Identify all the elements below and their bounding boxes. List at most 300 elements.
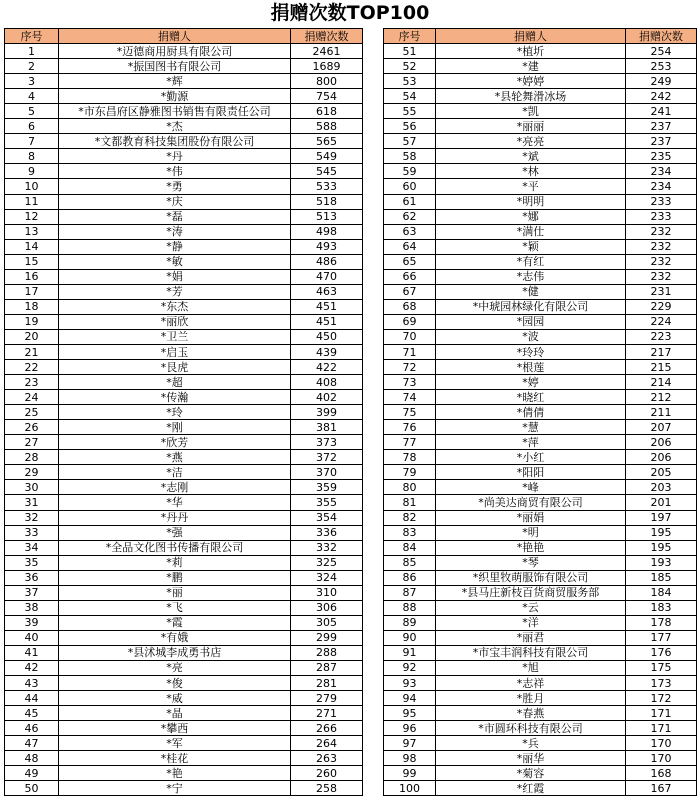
table-row: [384, 570, 697, 585]
row-donation-count: 288: [291, 645, 363, 660]
row-donation-count: 800: [291, 74, 363, 89]
row-donor-name: *启玉: [59, 344, 291, 359]
row-index: 30: [5, 480, 59, 495]
row-donor-name: *勇: [59, 179, 291, 194]
row-donation-count: 450: [291, 329, 363, 344]
row-index: 41: [5, 645, 59, 660]
row-index: 98: [384, 751, 436, 766]
row-index: 29: [5, 465, 59, 480]
row-donation-count: 402: [291, 390, 363, 405]
row-donation-count: 229: [626, 299, 697, 314]
row-donation-count: 306: [291, 600, 363, 615]
row-donation-count: 217: [626, 344, 697, 359]
row-donor-name: *根莲: [436, 360, 626, 375]
row-index: 16: [5, 269, 59, 284]
row-donor-name: *小红: [436, 450, 626, 465]
row-index: 45: [5, 706, 59, 721]
row-donor-name: *春燕: [436, 706, 626, 721]
table-row: [384, 721, 697, 736]
table-row: [5, 405, 363, 420]
table-row: [384, 465, 697, 480]
table-row: [5, 645, 363, 660]
row-donation-count: 299: [291, 630, 363, 645]
row-donor-name: *俊: [59, 676, 291, 691]
row-donation-count: 232: [626, 239, 697, 254]
table-row: [384, 314, 697, 329]
table-row: [384, 510, 697, 525]
table-row: [384, 480, 697, 495]
row-index: 32: [5, 510, 59, 525]
row-index: 64: [384, 239, 436, 254]
row-donation-count: 249: [626, 74, 697, 89]
table-row: [5, 344, 363, 359]
table-row: [384, 450, 697, 465]
table-row: [384, 706, 697, 721]
row-donor-name: *桂花: [59, 751, 291, 766]
row-donation-count: 2461: [291, 44, 363, 59]
table-row: [5, 781, 363, 796]
row-donor-name: *县轮舞滑冰场: [436, 89, 626, 104]
row-donation-count: 565: [291, 134, 363, 149]
row-index: 68: [384, 299, 436, 314]
row-index: 7: [5, 134, 59, 149]
row-index: 94: [384, 691, 436, 706]
table-row: [5, 299, 363, 314]
row-donation-count: 203: [626, 480, 697, 495]
table-row: [5, 751, 363, 766]
row-index: 81: [384, 495, 436, 510]
row-donor-name: *军: [59, 736, 291, 751]
table-row: [384, 420, 697, 435]
table-row: [5, 630, 363, 645]
row-donor-name: *明明: [436, 194, 626, 209]
row-index: 49: [5, 766, 59, 781]
table-row: [384, 615, 697, 630]
row-donation-count: 518: [291, 194, 363, 209]
row-donor-name: *市圆环科技有限公司: [436, 721, 626, 736]
table-row: [5, 375, 363, 390]
header-index: 序号: [5, 29, 59, 44]
row-index: 42: [5, 660, 59, 675]
row-donation-count: 354: [291, 510, 363, 525]
row-donation-count: 201: [626, 495, 697, 510]
row-index: 53: [384, 74, 436, 89]
row-index: 58: [384, 149, 436, 164]
row-donation-count: 279: [291, 691, 363, 706]
row-donation-count: 176: [626, 645, 697, 660]
row-donation-count: 470: [291, 269, 363, 284]
row-donor-name: *斌: [436, 149, 626, 164]
table-row: [5, 89, 363, 104]
row-donor-name: *东杰: [59, 299, 291, 314]
row-index: 93: [384, 676, 436, 691]
row-index: 20: [5, 329, 59, 344]
row-donor-name: *洁: [59, 465, 291, 480]
row-donation-count: 185: [626, 570, 697, 585]
row-index: 50: [5, 781, 59, 796]
row-donation-count: 324: [291, 570, 363, 585]
row-index: 85: [384, 555, 436, 570]
row-index: 12: [5, 209, 59, 224]
row-donation-count: 233: [626, 194, 697, 209]
row-donor-name: *丽娟: [436, 510, 626, 525]
row-donation-count: 618: [291, 104, 363, 119]
table-row: [384, 766, 697, 781]
row-donor-name: *威: [59, 691, 291, 706]
row-index: 39: [5, 615, 59, 630]
table-row: [384, 269, 697, 284]
row-donor-name: *静: [59, 239, 291, 254]
row-donor-name: *丽君: [436, 630, 626, 645]
row-index: 66: [384, 269, 436, 284]
row-index: 43: [5, 676, 59, 691]
row-index: 15: [5, 254, 59, 269]
row-index: 33: [5, 525, 59, 540]
row-index: 90: [384, 630, 436, 645]
table-row: [5, 585, 363, 600]
row-donor-name: *志刚: [59, 480, 291, 495]
table-row: [384, 751, 697, 766]
row-index: 13: [5, 224, 59, 239]
table-row: [384, 405, 697, 420]
row-donation-count: 207: [626, 420, 697, 435]
row-donation-count: 168: [626, 766, 697, 781]
row-index: 31: [5, 495, 59, 510]
table-row: [5, 495, 363, 510]
row-donation-count: 193: [626, 555, 697, 570]
row-index: 21: [5, 344, 59, 359]
row-donation-count: 271: [291, 706, 363, 721]
row-index: 59: [384, 164, 436, 179]
row-donor-name: *强: [59, 525, 291, 540]
table-row: [5, 525, 363, 540]
table-row: [384, 660, 697, 675]
table-row: [384, 525, 697, 540]
row-index: 5: [5, 104, 59, 119]
row-index: 47: [5, 736, 59, 751]
table-row: [5, 721, 363, 736]
row-index: 70: [384, 329, 436, 344]
row-donor-name: *娟: [59, 269, 291, 284]
row-index: 44: [5, 691, 59, 706]
row-donation-count: 258: [291, 781, 363, 796]
table-row: [5, 209, 363, 224]
row-donation-count: 205: [626, 465, 697, 480]
table-row: [384, 691, 697, 706]
row-donor-name: *明: [436, 525, 626, 540]
table-row: [5, 660, 363, 675]
table-row: [5, 59, 363, 74]
row-index: 14: [5, 239, 59, 254]
row-donation-count: 588: [291, 119, 363, 134]
row-donor-name: *霞: [59, 615, 291, 630]
table-row: [5, 284, 363, 299]
row-donor-name: *市宝丰润科技有限公司: [436, 645, 626, 660]
table-row: [5, 706, 363, 721]
header-count: 捐赠次数: [291, 29, 363, 44]
row-index: 11: [5, 194, 59, 209]
table-row: [384, 645, 697, 660]
row-donor-name: *卫兰: [59, 329, 291, 344]
table-row: [384, 360, 697, 375]
row-index: 84: [384, 540, 436, 555]
row-donor-name: *凯: [436, 104, 626, 119]
row-donor-name: *建: [436, 59, 626, 74]
row-index: 27: [5, 435, 59, 450]
table-row: [5, 74, 363, 89]
row-donor-name: *健: [436, 284, 626, 299]
row-donor-name: *婷婷: [436, 74, 626, 89]
row-donor-name: *传瀚: [59, 390, 291, 405]
table-row: [384, 630, 697, 645]
row-index: 78: [384, 450, 436, 465]
row-donor-name: *庆: [59, 194, 291, 209]
row-index: 25: [5, 405, 59, 420]
row-donor-name: *兵: [436, 736, 626, 751]
row-index: 46: [5, 721, 59, 736]
row-index: 69: [384, 314, 436, 329]
row-index: 65: [384, 254, 436, 269]
table-row: [5, 329, 363, 344]
row-index: 26: [5, 420, 59, 435]
table-row: [5, 450, 363, 465]
row-donation-count: 170: [626, 736, 697, 751]
table-row: [5, 766, 363, 781]
row-donation-count: 287: [291, 660, 363, 675]
row-index: 38: [5, 600, 59, 615]
row-donation-count: 232: [626, 269, 697, 284]
row-donor-name: *亮: [59, 660, 291, 675]
row-index: 1: [5, 44, 59, 59]
row-donation-count: 373: [291, 435, 363, 450]
ranking-table-right: [383, 28, 697, 796]
row-donation-count: 372: [291, 450, 363, 465]
row-donation-count: 264: [291, 736, 363, 751]
row-donation-count: 206: [626, 450, 697, 465]
table-row: [384, 299, 697, 314]
row-donation-count: 233: [626, 209, 697, 224]
row-donor-name: *织里牧萌服饰有限公司: [436, 570, 626, 585]
table-row: [384, 149, 697, 164]
row-donation-count: 325: [291, 555, 363, 570]
row-donation-count: 399: [291, 405, 363, 420]
table-row: [384, 329, 697, 344]
table-row: [384, 74, 697, 89]
row-donor-name: *玲玲: [436, 344, 626, 359]
table-row: [384, 164, 697, 179]
row-index: 9: [5, 164, 59, 179]
table-row: [384, 435, 697, 450]
row-donation-count: 175: [626, 660, 697, 675]
row-donation-count: 263: [291, 751, 363, 766]
row-index: 18: [5, 299, 59, 314]
row-index: 96: [384, 721, 436, 736]
row-index: 19: [5, 314, 59, 329]
row-donor-name: *攀西: [59, 721, 291, 736]
ranking-table-left: [4, 28, 363, 796]
row-donor-name: *洋: [436, 615, 626, 630]
row-donor-name: *芳: [59, 284, 291, 299]
table-row: [384, 540, 697, 555]
row-donation-count: 237: [626, 119, 697, 134]
row-donor-name: *莉: [59, 555, 291, 570]
row-donor-name: *志祥: [436, 676, 626, 691]
row-donor-name: *阳阳: [436, 465, 626, 480]
row-donation-count: 439: [291, 344, 363, 359]
row-donor-name: *平: [436, 179, 626, 194]
row-index: 95: [384, 706, 436, 721]
table-row: [5, 420, 363, 435]
row-donor-name: *丹丹: [59, 510, 291, 525]
row-index: 52: [384, 59, 436, 74]
table-row: [5, 570, 363, 585]
table-row: [5, 435, 363, 450]
row-donation-count: 234: [626, 164, 697, 179]
row-donor-name: *晶: [59, 706, 291, 721]
row-donor-name: *林: [436, 164, 626, 179]
table-row: [5, 480, 363, 495]
row-donation-count: 332: [291, 540, 363, 555]
row-donor-name: *云: [436, 600, 626, 615]
table-row: [384, 284, 697, 299]
row-donation-count: 336: [291, 525, 363, 540]
row-donor-name: *艳艳: [436, 540, 626, 555]
row-index: 83: [384, 525, 436, 540]
row-index: 62: [384, 209, 436, 224]
row-donor-name: *县沭城李成勇书店: [59, 645, 291, 660]
table-row: [384, 89, 697, 104]
row-donation-count: 549: [291, 149, 363, 164]
row-index: 79: [384, 465, 436, 480]
header-count: 捐赠次数: [626, 29, 697, 44]
row-index: 6: [5, 119, 59, 134]
row-donor-name: *婷: [436, 375, 626, 390]
row-donation-count: 408: [291, 375, 363, 390]
row-donor-name: *满仕: [436, 224, 626, 239]
row-index: 36: [5, 570, 59, 585]
table-row: [384, 224, 697, 239]
table-row: [384, 676, 697, 691]
row-index: 56: [384, 119, 436, 134]
row-donation-count: 486: [291, 254, 363, 269]
row-donor-name: *丽丽: [436, 119, 626, 134]
row-donation-count: 260: [291, 766, 363, 781]
row-index: 3: [5, 74, 59, 89]
row-donation-count: 237: [626, 134, 697, 149]
row-donation-count: 545: [291, 164, 363, 179]
table-row: [5, 239, 363, 254]
row-index: 67: [384, 284, 436, 299]
row-donation-count: 254: [626, 44, 697, 59]
table-row: [5, 254, 363, 269]
row-index: 37: [5, 585, 59, 600]
row-index: 75: [384, 405, 436, 420]
row-donor-name: *胜月: [436, 691, 626, 706]
row-donation-count: 451: [291, 299, 363, 314]
row-donation-count: 281: [291, 676, 363, 691]
row-index: 77: [384, 435, 436, 450]
row-index: 86: [384, 570, 436, 585]
table-row: [384, 254, 697, 269]
row-donation-count: 215: [626, 360, 697, 375]
row-donation-count: 370: [291, 465, 363, 480]
table-row: [384, 781, 697, 796]
row-index: 72: [384, 360, 436, 375]
row-index: 28: [5, 450, 59, 465]
row-donation-count: 197: [626, 510, 697, 525]
row-donor-name: *亮亮: [436, 134, 626, 149]
row-donation-count: 223: [626, 329, 697, 344]
table-row: [384, 119, 697, 134]
row-donation-count: 310: [291, 585, 363, 600]
row-donation-count: 178: [626, 615, 697, 630]
table-row: [5, 510, 363, 525]
row-donation-count: 422: [291, 360, 363, 375]
table-row: [384, 194, 697, 209]
row-donor-name: *艳: [59, 766, 291, 781]
row-donor-name: *刚: [59, 420, 291, 435]
row-donation-count: 754: [291, 89, 363, 104]
row-index: 22: [5, 360, 59, 375]
row-index: 8: [5, 149, 59, 164]
row-donor-name: *旭: [436, 660, 626, 675]
table-row: [5, 465, 363, 480]
row-donor-name: *文都教育科技集团股份有限公司: [59, 134, 291, 149]
table-row: [5, 134, 363, 149]
row-donor-name: *晓红: [436, 390, 626, 405]
row-index: 80: [384, 480, 436, 495]
row-index: 57: [384, 134, 436, 149]
row-donor-name: *宁: [59, 781, 291, 796]
row-donation-count: 177: [626, 630, 697, 645]
row-donation-count: 242: [626, 89, 697, 104]
row-donor-name: *萍: [436, 435, 626, 450]
row-donor-name: *县马庄新枝百货商贸服务部: [436, 585, 626, 600]
table-row: [5, 615, 363, 630]
table-row: [384, 375, 697, 390]
table-header-row: [5, 29, 363, 44]
table-row: [384, 44, 697, 59]
row-donor-name: *超: [59, 375, 291, 390]
row-donor-name: *植圻: [436, 44, 626, 59]
row-donor-name: *磊: [59, 209, 291, 224]
row-donation-count: 232: [626, 254, 697, 269]
table-row: [384, 390, 697, 405]
row-index: 10: [5, 179, 59, 194]
table-row: [384, 239, 697, 254]
row-index: 63: [384, 224, 436, 239]
row-donor-name: *有娥: [59, 630, 291, 645]
row-donor-name: *丽: [59, 585, 291, 600]
row-index: 48: [5, 751, 59, 766]
header-donor: 捐赠人: [59, 29, 291, 44]
row-index: 89: [384, 615, 436, 630]
row-donation-count: 253: [626, 59, 697, 74]
row-donor-name: *尚美达商贸有限公司: [436, 495, 626, 510]
row-donor-name: *琴: [436, 555, 626, 570]
row-index: 17: [5, 284, 59, 299]
table-row: [384, 179, 697, 194]
row-donation-count: 266: [291, 721, 363, 736]
row-index: 4: [5, 89, 59, 104]
row-donor-name: *有红: [436, 254, 626, 269]
table-row: [384, 209, 697, 224]
row-index: 55: [384, 104, 436, 119]
row-donation-count: 493: [291, 239, 363, 254]
table-row: [5, 224, 363, 239]
row-index: 60: [384, 179, 436, 194]
row-index: 35: [5, 555, 59, 570]
